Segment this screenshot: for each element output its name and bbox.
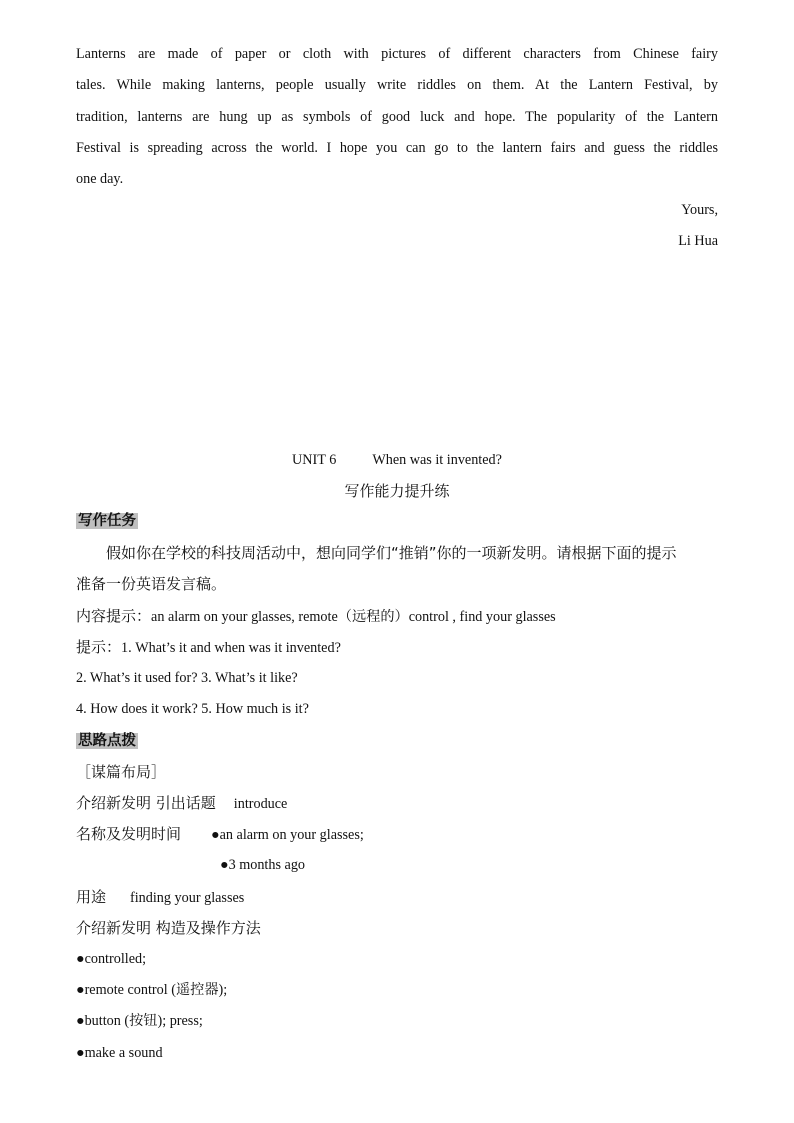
layout-label: ［谋篇布局］ — [76, 763, 167, 781]
guide-heading-row — [76, 731, 718, 751]
unit-heading — [76, 450, 718, 470]
bullet-4: ●make a sound — [76, 1045, 163, 1061]
guide-row-4 — [76, 887, 718, 908]
row1-cn: 介绍新发明 引出话题 — [76, 794, 216, 812]
row4-cn: 用途 — [76, 888, 107, 906]
bullet-2: ●remote control (遥控器); — [76, 982, 228, 998]
row2-cn: 名称及发明时间 — [76, 825, 182, 843]
task-hint-row — [76, 637, 718, 658]
content-label: 内容提示： — [76, 607, 152, 625]
unit-code: UNIT 6 — [292, 452, 337, 468]
bullet-3: ●button (按钮); press; — [76, 1013, 203, 1029]
letter-line-4: Festival is spreading across the world. I hope you can go to the lantern fairs and guess the riddles — [76, 140, 718, 156]
row2-en: ●an alarm on your glasses; — [211, 827, 364, 843]
letter-line-2: tales. While making lanterns, people usually write riddles on them. At the Lantern Festival, by — [76, 77, 718, 93]
hint-label: 提示： — [76, 638, 122, 656]
guide-heading: 思路点拨 — [78, 733, 136, 749]
task-heading: 写作任务 — [78, 513, 136, 529]
bullet-1: ●controlled; — [76, 951, 147, 967]
guide-row-1 — [76, 793, 718, 814]
letter-signature: Li Hua — [678, 233, 718, 249]
row3-en: ●3 months ago — [220, 857, 306, 873]
letter-line-3: tradition, lanterns are hung up as symbols of good luck and hope. The popularity of the Lantern — [76, 109, 718, 125]
unit-subtitle: 写作能力提升练 — [344, 482, 450, 500]
hint-3: 4. How does it work? 5. How much is it? — [76, 701, 309, 717]
guide-row-2 — [76, 824, 718, 845]
task-line-1: 假如你在学校的科技周活动中，想向同学们“推销”你的一项新发明。请根据下面的提示 — [106, 544, 677, 562]
letter-closing: Yours, — [681, 202, 718, 218]
task-heading-row — [76, 511, 718, 531]
letter-line-5: one day. — [76, 171, 124, 187]
unit-title: When was it invented? — [372, 452, 502, 468]
task-line-2: 准备一份英语发言稿。 — [76, 575, 227, 593]
hint-2: 2. What’s it used for? 3. What’s it like? — [76, 670, 298, 686]
row4-en: finding your glasses — [130, 890, 245, 906]
hint-1: 1. What’s it and when was it invented? — [121, 640, 341, 656]
task-content-row — [76, 606, 718, 627]
row5-cn: 介绍新发明 构造及操作方法 — [76, 919, 261, 937]
row1-en: introduce — [233, 796, 288, 812]
content-text: an alarm on your glasses, remote（远程的）control , find your glasses — [151, 609, 556, 625]
letter-line-1: Lanterns are made of paper or cloth with pictures of different characters from Chinese fairy — [76, 46, 718, 62]
